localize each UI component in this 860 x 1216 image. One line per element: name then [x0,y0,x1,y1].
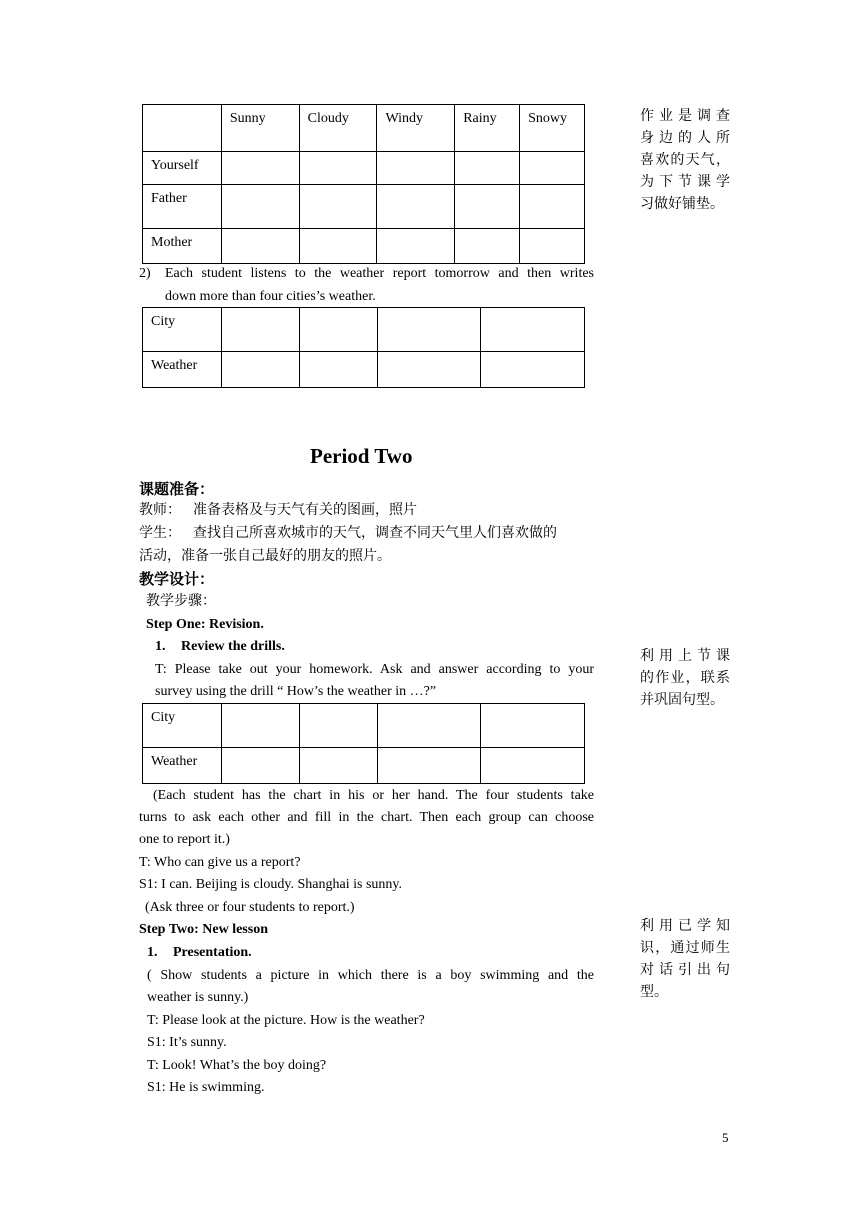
chart-note-line: turns to ask each other and fill in the chart. Then each group can choose [139,810,594,825]
dialogue-line: S1: It’s sunny. [147,1035,227,1050]
student-text: 查找自己所喜欢城市的天气，调查不同天气里人们喜欢做的 [193,526,557,541]
page-number: 5 [722,1130,729,1145]
item-text-line: Each student listens to the weather report tomorrow and then writes [165,266,594,281]
table-header-rainy: Rainy [455,105,520,152]
step-one-heading: Step One: Revision. [146,617,264,632]
show-note-line: ( Show students a picture in which there is a boy swimming and the [147,968,594,983]
teacher-label: 教师： [139,503,181,518]
step-two-heading: Step Two: New lesson [139,922,268,937]
step-item-number: 1. [155,639,166,654]
design-heading: 教学设计： [139,572,215,588]
teacher-text: 准备表格及与天气有关的图画，照片 [193,503,417,518]
student-label: 学生： [139,526,181,541]
dialogue-line: S1: I can. Beijing is cloudy. Shanghai is sunny. [139,877,402,892]
side-note-revision: 利用上节课 的作业，联系 并巩固句型。 [640,649,730,708]
table-row-label: Weather [143,748,222,784]
side-note-presentation: 利用已学知 识，通过师生 对话引出句 型。 [640,919,730,1000]
step-item-number: 1. [147,945,158,960]
item-text-line: down more than four cities’s weather. [165,289,376,304]
table-row-label: Yourself [143,152,222,185]
dialogue-line: T: Please look at the picture. How is the weather? [147,1013,425,1028]
student-text: 活动，准备一张自己最好的朋友的照片。 [139,549,391,564]
dialogue-line: T: Look! What’s the boy doing? [147,1058,327,1073]
step-item-text: Review the drills. [181,639,285,654]
chart-note-line: one to report it.) [139,832,230,847]
chart-note-line: (Each student has the chart in his or her hand. The four students take [153,788,594,803]
table-header-snowy: Snowy [520,105,585,152]
prep-heading: 课题准备： [139,482,215,498]
item-number: 2) [139,266,151,281]
table-row-label: Father [143,185,222,229]
table-row-label: Weather [143,352,222,388]
table-row-label: City [143,308,222,352]
dialogue-note: (Ask three or four students to report.) [145,900,355,915]
dialogue-line: T: Who can give us a report? [139,855,301,870]
teacher-line: survey using the drill “ How’s the weather in …?” [155,684,437,699]
period-title: Period Two [310,444,413,468]
city-weather-table [142,307,585,388]
dialogue-line: S1: He is swimming. [147,1080,265,1095]
teacher-line: T: Please take out your homework. Ask and answer according to your [155,662,594,677]
step-item-text: Presentation. [173,945,252,960]
table-header-sunny: Sunny [221,105,299,152]
table-header-windy: Windy [377,105,455,152]
city-weather-survey-table [142,703,585,784]
table-row-label: Mother [143,229,222,264]
show-note-line: weather is sunny.) [147,990,249,1005]
table-header-blank [143,105,222,152]
steps-label: 教学步骤： [146,594,216,609]
weather-preference-table [142,104,585,264]
side-note-homework: 作业是调查 身边的人所 喜欢的天气， 为下节课学 习做好铺垫。 [640,109,730,212]
table-header-cloudy: Cloudy [299,105,377,152]
table-row-label: City [143,704,222,748]
